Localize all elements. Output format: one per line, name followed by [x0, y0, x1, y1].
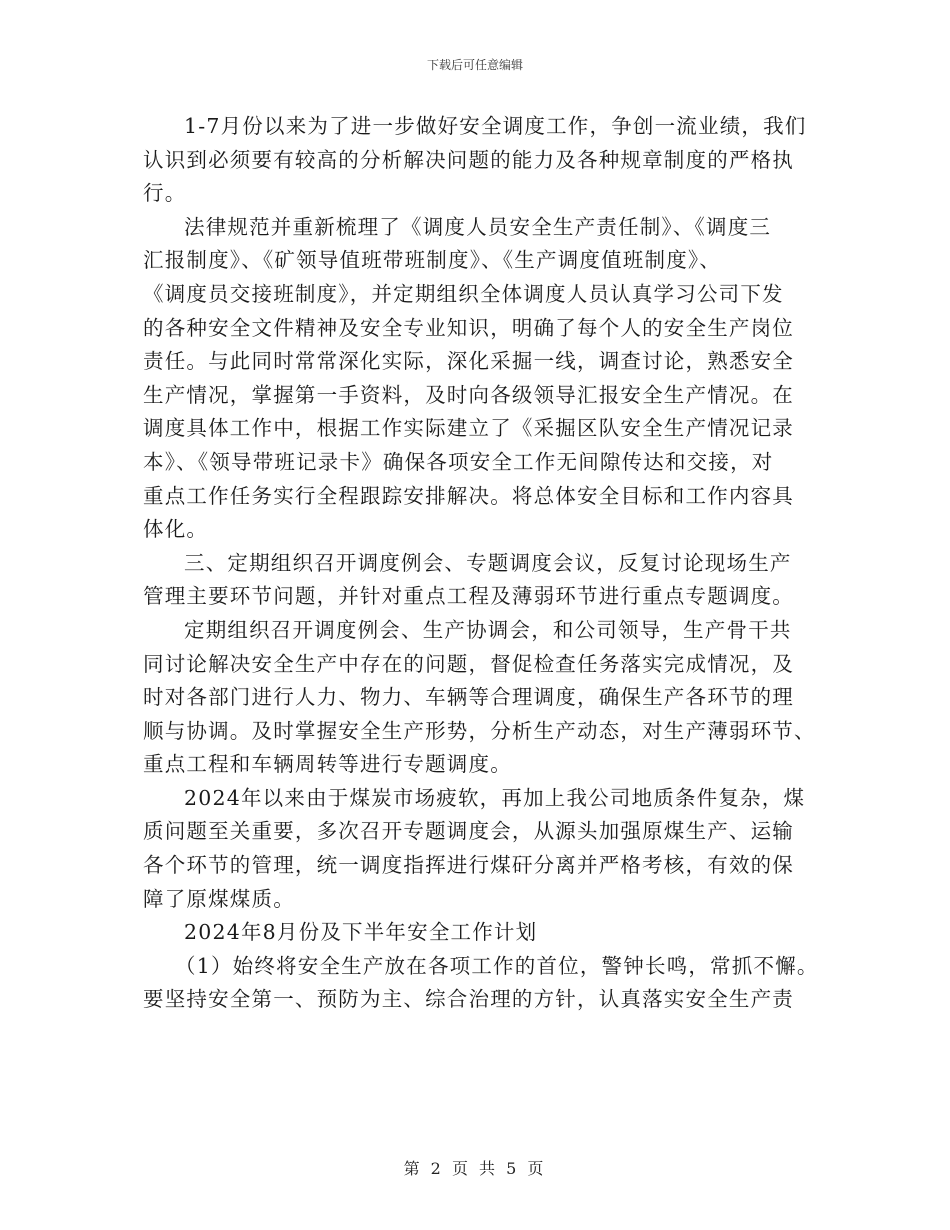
text-line: 《调度员交接班制度》，并定期组织全体调度人员认真学习公司下发	[143, 281, 784, 306]
text-line: 2024年以来由于煤炭市场疲软，再加上我公司地质条件复杂，煤	[184, 785, 806, 810]
paragraph-section-three	[143, 547, 823, 614]
text-line: 责任。与此同时常常深化实际，深化采掘一线，调查讨论，熟悉安全	[143, 349, 794, 374]
text-line: 法律规范并重新梳理了《调度人员安全生产责任制》、《调度三	[184, 214, 772, 239]
text-line: 认识到必须要有较高的分析解决问题的能力及各种规章制度的严格执	[143, 147, 794, 172]
text-line: 定期组织召开调度例会、生产协调会，和公司领导，生产骨干共	[184, 617, 792, 642]
text-line: 时对各部门进行人力、物力、车辆等合理调度，确保生产各环节的理	[143, 685, 794, 710]
text-line: 生产情况，掌握第一手资料，及时向各级领导汇报安全生产情况。在	[143, 382, 794, 407]
text-line: 汇报制度》、《矿领导值班带班制度》、《生产调度值班制度》、	[143, 248, 722, 273]
text-line: 同讨论解决安全生产中存在的问题，督促检查任务落实完成情况，及	[143, 651, 794, 676]
page-footer: 第 2 页 共 5 页	[403, 1159, 547, 1178]
text-line: 重点工程和车辆周转等进行专题调度。	[143, 752, 512, 777]
text-line: 2024年8月份及下半年安全工作计划	[184, 920, 538, 945]
document-body	[143, 110, 823, 1017]
paragraph-plan-item-1	[143, 950, 823, 1017]
paragraph-coal-quality	[143, 782, 823, 916]
paragraph-intro	[143, 110, 823, 211]
page-header: 下载后可任意编辑	[426, 58, 523, 72]
text-line: 质问题至关重要，多次召开专题调度会，从源头加强原煤生产、运输	[143, 819, 794, 844]
paragraph-regulations	[143, 211, 823, 547]
text-line: 管理主要环节问题，并针对重点工程及薄弱环节进行重点专题调度。	[143, 584, 794, 609]
text-line: 顺与协调。及时掌握安全生产形势，分析生产动态，对生产薄弱环节、	[143, 718, 816, 743]
text-line: （1）始终将安全生产放在各项工作的首位，警钟长鸣，常抓不懈。	[175, 953, 819, 978]
text-line: 三、定期组织召开调度例会、专题调度会议，反复讨论现场生产	[184, 550, 792, 575]
text-line: 本》、《领导带班记录卡》确保各项安全工作无间隙传达和交接，对	[143, 449, 774, 474]
text-line: 重点工作任务实行全程跟踪安排解决。将总体安全目标和工作内容具	[143, 483, 794, 508]
text-line: 体化。	[143, 517, 209, 542]
text-line: 障了原煤煤质。	[143, 886, 295, 911]
text-line: 各个环节的管理，统一调度指挥进行煤矸分离并严格考核，有效的保	[143, 853, 794, 878]
text-line: 要坚持安全第一、预防为主、综合治理的方针，认真落实安全生产责	[143, 987, 794, 1012]
section-heading-plan	[143, 916, 823, 950]
paragraph-meetings	[143, 614, 823, 782]
text-line: 调度具体工作中，根据工作实际建立了《采掘区队安全生产情况记录	[143, 416, 794, 441]
text-line: 1-7月份以来为了进一步做好安全调度工作，争创一流业绩，我们	[184, 114, 807, 138]
text-line: 的各种安全文件精神及安全专业知识，明确了每个人的安全生产岗位	[143, 315, 794, 340]
text-line: 行。	[143, 181, 187, 206]
